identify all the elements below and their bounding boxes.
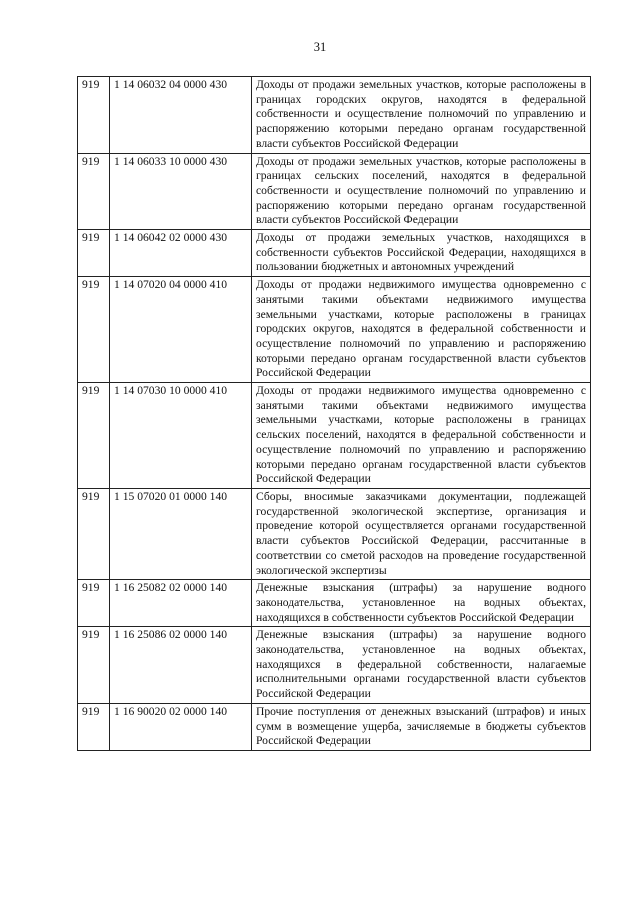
admin-code-cell: 919: [78, 580, 110, 627]
table-row: [78, 277, 591, 383]
budget-code-cell: 1 15 07020 01 0000 140: [110, 488, 252, 579]
description-cell: Денежные взыскания (штрафы) за нарушение водного законодательства, установленное на водных объектах, находящихся в собственности субъектов Российской Федерации: [252, 580, 591, 627]
description-cell: Доходы от продажи земельных участков, которые расположены в границах сельских поселений, находятся в федеральной собственности и осуществление полномочий по управлению и распоряжению которыми передано органам государственной власти субъектов Российской Федерации: [252, 153, 591, 230]
admin-code-cell: 919: [78, 488, 110, 579]
admin-code-cell: 919: [78, 383, 110, 489]
admin-code-cell: 919: [78, 77, 110, 154]
budget-code-cell: 1 16 90020 02 0000 140: [110, 703, 252, 750]
description-cell: Доходы от продажи земельных участков, находящихся в собственности субъектов Российской Федерации, находящихся в пользовании бюджетных и автономных учреждений: [252, 230, 591, 277]
description-cell: Прочие поступления от денежных взысканий (штрафов) и иных сумм в возмещение ущерба, зачисляемые в бюджеты субъектов Российской Федерации: [252, 703, 591, 750]
table-row: [78, 703, 591, 750]
budget-code-cell: 1 14 07020 04 0000 410: [110, 277, 252, 383]
table-row: [78, 627, 591, 704]
page-number: 31: [313, 40, 327, 54]
admin-code-cell: 919: [78, 703, 110, 750]
admin-code-cell: 919: [78, 153, 110, 230]
budget-code-cell: 1 16 25086 02 0000 140: [110, 627, 252, 704]
revenue-codes-table: [77, 76, 591, 751]
admin-code-cell: 919: [78, 277, 110, 383]
table-row: [78, 77, 591, 154]
table-row: [78, 153, 591, 230]
table-row: [78, 580, 591, 627]
admin-code-cell: 919: [78, 230, 110, 277]
table-row: [78, 488, 591, 579]
table-row: [78, 383, 591, 489]
description-cell: Денежные взыскания (штрафы) за нарушение водного законодательства, установленное на водных объектах, находящихся в федеральной собственности, налагаемые исполнительными органами государственной власти субъектов Российской Федерации: [252, 627, 591, 704]
budget-code-cell: 1 14 06042 02 0000 430: [110, 230, 252, 277]
table-row: [78, 230, 591, 277]
description-cell: Сборы, вносимые заказчиками документации, подлежащей государственной экологической экспертизе, организация и проведение которой осуществляется органами государственной власти субъектов Российской Федерации, рассчитанные в соответствии со сметой расходов на проведение государственной экологической экспертизы: [252, 488, 591, 579]
description-cell: Доходы от продажи недвижимого имущества одновременно с занятыми такими объектами недвижимого имущества земельными участками, которые расположены в границах сельских поселений, находятся в федеральной собственности и осуществление полномочий по управлению и распоряжению которыми передано органам государственной власти субъектов Российской Федерации: [252, 383, 591, 489]
budget-code-cell: 1 14 06032 04 0000 430: [110, 77, 252, 154]
budget-code-cell: 1 14 06033 10 0000 430: [110, 153, 252, 230]
budget-code-cell: 1 16 25082 02 0000 140: [110, 580, 252, 627]
budget-code-cell: 1 14 07030 10 0000 410: [110, 383, 252, 489]
description-cell: Доходы от продажи земельных участков, которые расположены в границах городских округов, находятся в федеральной собственности и осуществление полномочий по управлению и распоряжению которыми передано органам государственной власти субъектов Российской Федерации: [252, 77, 591, 154]
description-cell: Доходы от продажи недвижимого имущества одновременно с занятыми такими объектами недвижимого имущества земельными участками, которые расположены в границах городских округов, находятся в федеральной собственности и осуществление полномочий по управлению и распоряжению которыми передано органам государственной власти субъектов Российской Федерации: [252, 277, 591, 383]
admin-code-cell: 919: [78, 627, 110, 704]
